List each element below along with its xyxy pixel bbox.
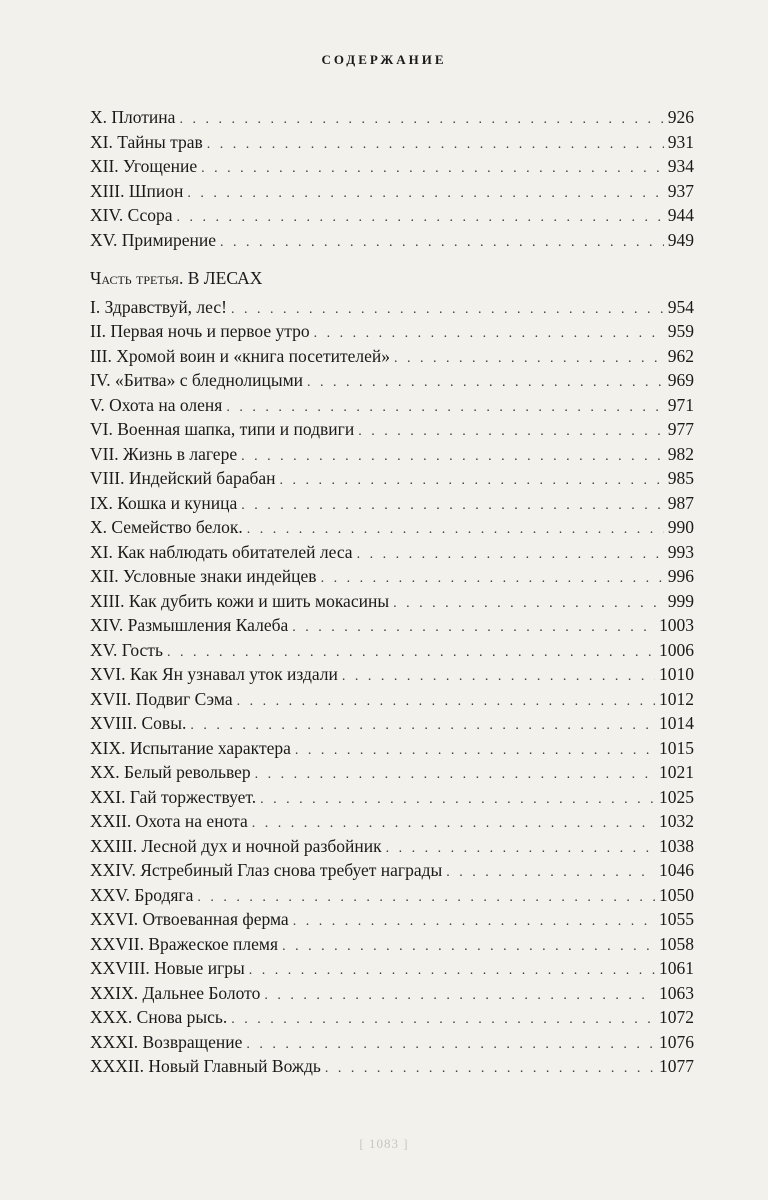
toc-entry-page: 1032 [659, 811, 694, 831]
toc-entry-title: XI. Тайны трав [90, 131, 203, 152]
toc-entry [90, 858, 694, 883]
toc-entry-title: XXII. Охота на енота [90, 811, 248, 831]
toc-entry-title: XVI. Как Ян узнавал уток издали [90, 664, 338, 684]
toc-entry [90, 442, 694, 467]
toc-entry-page: 999 [667, 590, 694, 611]
toc-entry-title: XXXII. Новый Главный Вождь [90, 1056, 321, 1076]
toc-entry-title: XX. Белый револьвер [90, 762, 251, 782]
table-of-contents [90, 105, 694, 1079]
toc-entry [90, 564, 694, 589]
toc-entry [90, 687, 694, 712]
toc-entry-page: 1038 [659, 835, 694, 856]
toc-entry-title: XVII. Подвиг Сэма [90, 688, 233, 709]
toc-entry-title: XII. Условные знаки индейцев [90, 566, 317, 586]
toc-entry [90, 589, 694, 614]
toc-entry-page: 931 [667, 131, 694, 152]
toc-entry-page: 1010 [659, 664, 694, 684]
toc-entry [90, 295, 694, 320]
toc-entry-page: 1021 [659, 762, 694, 782]
toc-entry-page: 1046 [659, 860, 694, 880]
toc-entry-page: 1006 [659, 639, 694, 660]
toc-entry-page: 1061 [659, 958, 694, 978]
toc-entry-page: 996 [667, 566, 694, 586]
toc-entry-title: XIX. Испытание характера [90, 737, 291, 758]
toc-entry [90, 393, 694, 418]
toc-entry-title: XVIII. Совы. [90, 713, 187, 733]
toc-entry-title: XXXI. Возвращение [90, 1031, 243, 1052]
toc-entry-page: 937 [667, 180, 694, 201]
toc-entry-title: IX. Кошка и куница [90, 492, 238, 513]
leader-dots [446, 861, 655, 886]
leader-dots [264, 984, 655, 1009]
toc-entry-title: XXIX. Дальнее Болото [90, 982, 261, 1003]
toc-entry-page: 1050 [659, 884, 694, 905]
toc-entry [90, 932, 694, 957]
leader-dots [282, 935, 655, 960]
toc-entry-title: X. Плотина [90, 107, 176, 127]
toc-entry-page: 1025 [659, 786, 694, 807]
toc-entry [90, 1030, 694, 1055]
toc-entry [90, 834, 694, 859]
toc-entry [90, 760, 694, 785]
leader-dots [220, 231, 664, 256]
toc-entry-page: 926 [667, 107, 694, 127]
leader-dots [260, 788, 655, 813]
leader-dots [357, 543, 664, 568]
toc-entry [90, 130, 694, 155]
toc-entry [90, 809, 694, 834]
leader-dots [231, 1008, 655, 1033]
toc-entry-title: XXV. Бродяга [90, 884, 194, 905]
leader-dots [237, 690, 655, 715]
toc-entry-title: XIV. Ссора [90, 205, 173, 225]
toc-entry-page: 1063 [659, 982, 694, 1003]
toc-entry-page: 990 [667, 517, 694, 537]
toc-entry-title: VII. Жизнь в лагере [90, 443, 238, 464]
running-head: СОДЕРЖАНИЕ [321, 52, 447, 67]
toc-entry-title: XI. Как наблюдать обитателей леса [90, 541, 353, 562]
toc-entry-page: 944 [667, 205, 694, 225]
toc-entry-title: XII. Угощение [90, 156, 198, 176]
toc-entry-title: XXVIII. Новые игры [90, 958, 245, 978]
toc-entry-title: XV. Примирение [90, 229, 216, 250]
page-folio: [ 1083 ] [359, 1136, 409, 1151]
toc-entry-title: XIV. Размышления Калеба [90, 615, 289, 635]
toc-entry-title: XXI. Гай торжествует. [90, 786, 257, 807]
leader-dots [342, 665, 655, 690]
toc-entry-page: 959 [667, 321, 694, 341]
toc-entry [90, 491, 694, 516]
leader-dots [179, 108, 663, 133]
toc-entry-title: XIII. Шпион [90, 180, 184, 201]
toc-entry [90, 540, 694, 565]
toc-entry-page: 985 [667, 468, 694, 488]
toc-entry-page: 1003 [659, 615, 694, 635]
toc-entry-page: 1077 [659, 1056, 694, 1076]
leader-dots [307, 371, 664, 396]
leader-dots [201, 157, 664, 182]
toc-entry [90, 981, 694, 1006]
toc-entry [90, 319, 694, 344]
toc-entry-page: 993 [667, 541, 694, 562]
toc-entry [90, 711, 694, 736]
toc-entry [90, 515, 694, 540]
toc-entry-title: XV. Гость [90, 639, 163, 660]
toc-entry [90, 662, 694, 687]
leader-dots [293, 910, 655, 935]
toc-entry-page: 1058 [659, 933, 694, 954]
toc-entry [90, 1054, 694, 1079]
part-heading [90, 266, 694, 291]
leader-dots [207, 133, 664, 158]
leader-dots [177, 206, 664, 231]
toc-entry [90, 344, 694, 369]
toc-entry-title: XXX. Снова рысь. [90, 1007, 228, 1027]
leader-dots [295, 739, 655, 764]
leader-dots [255, 763, 655, 788]
toc-entry-title: I. Здравствуй, лес! [90, 296, 227, 317]
toc-entry-page: 934 [667, 156, 694, 176]
toc-entry [90, 638, 694, 663]
toc-entry-title: X. Семейство белок. [90, 517, 243, 537]
leader-dots [249, 959, 655, 984]
toc-entry-page: 1076 [659, 1031, 694, 1052]
toc-entry [90, 907, 694, 932]
leader-dots [358, 420, 664, 445]
toc-entry [90, 203, 694, 228]
toc-entry-page: 987 [667, 492, 694, 513]
part-name: В ЛЕСАХ [187, 268, 263, 288]
toc-entry-title: XXIII. Лесной дух и ночной разбойник [90, 835, 382, 856]
toc-entry [90, 736, 694, 761]
leader-dots [241, 445, 664, 470]
toc-entry [90, 883, 694, 908]
toc-entry [90, 785, 694, 810]
toc-entry [90, 228, 694, 253]
toc-entry-page: 977 [667, 419, 694, 439]
toc-entry-page: 1055 [659, 909, 694, 929]
leader-dots [393, 592, 664, 617]
leader-dots [292, 616, 655, 641]
leader-dots [280, 469, 664, 494]
toc-entry [90, 466, 694, 491]
toc-entry-page: 962 [667, 345, 694, 366]
toc-entry [90, 956, 694, 981]
toc-entry [90, 417, 694, 442]
toc-entry-title: XXIV. Ястребиный Глаз снова требует награды [90, 860, 443, 880]
toc-entry-title: VI. Военная шапка, типи и подвиги [90, 419, 355, 439]
toc-entry-page: 1014 [659, 713, 694, 733]
toc-section-part3 [90, 295, 694, 1079]
toc-entry-title: V. Охота на оленя [90, 394, 223, 415]
toc-entry-title: VIII. Индейский барабан [90, 468, 276, 488]
toc-entry [90, 613, 694, 638]
leader-dots [241, 494, 664, 519]
leader-dots [187, 182, 663, 207]
toc-entry-title: XXVI. Отвоеванная ферма [90, 909, 289, 929]
toc-entry [90, 154, 694, 179]
toc-entry-title: XXVII. Вражеское племя [90, 933, 279, 954]
toc-section-part2-tail [90, 105, 694, 252]
toc-entry-page: 1072 [659, 1007, 694, 1027]
toc-entry [90, 179, 694, 204]
toc-entry-page: 954 [667, 296, 694, 317]
toc-entry-title: XIII. Как дубить кожи и шить мокасины [90, 590, 390, 611]
toc-entry-page: 949 [667, 229, 694, 250]
toc-entry-page: 971 [667, 394, 694, 415]
toc-entry [90, 105, 694, 130]
toc-entry-title: IV. «Битва» с бледнолицыми [90, 370, 304, 390]
toc-entry [90, 1005, 694, 1030]
toc-entry-page: 1012 [659, 688, 694, 709]
toc-entry-title: III. Хромой воин и «книга посетителей» [90, 345, 390, 366]
toc-entry-page: 1015 [659, 737, 694, 758]
part-label: Часть третья. [90, 268, 184, 288]
toc-entry [90, 368, 694, 393]
toc-entry-page: 982 [667, 443, 694, 464]
leader-dots [394, 347, 664, 372]
toc-entry-title: II. Первая ночь и первое утро [90, 321, 310, 341]
toc-entry-page: 969 [667, 370, 694, 390]
leader-dots [325, 1057, 655, 1082]
